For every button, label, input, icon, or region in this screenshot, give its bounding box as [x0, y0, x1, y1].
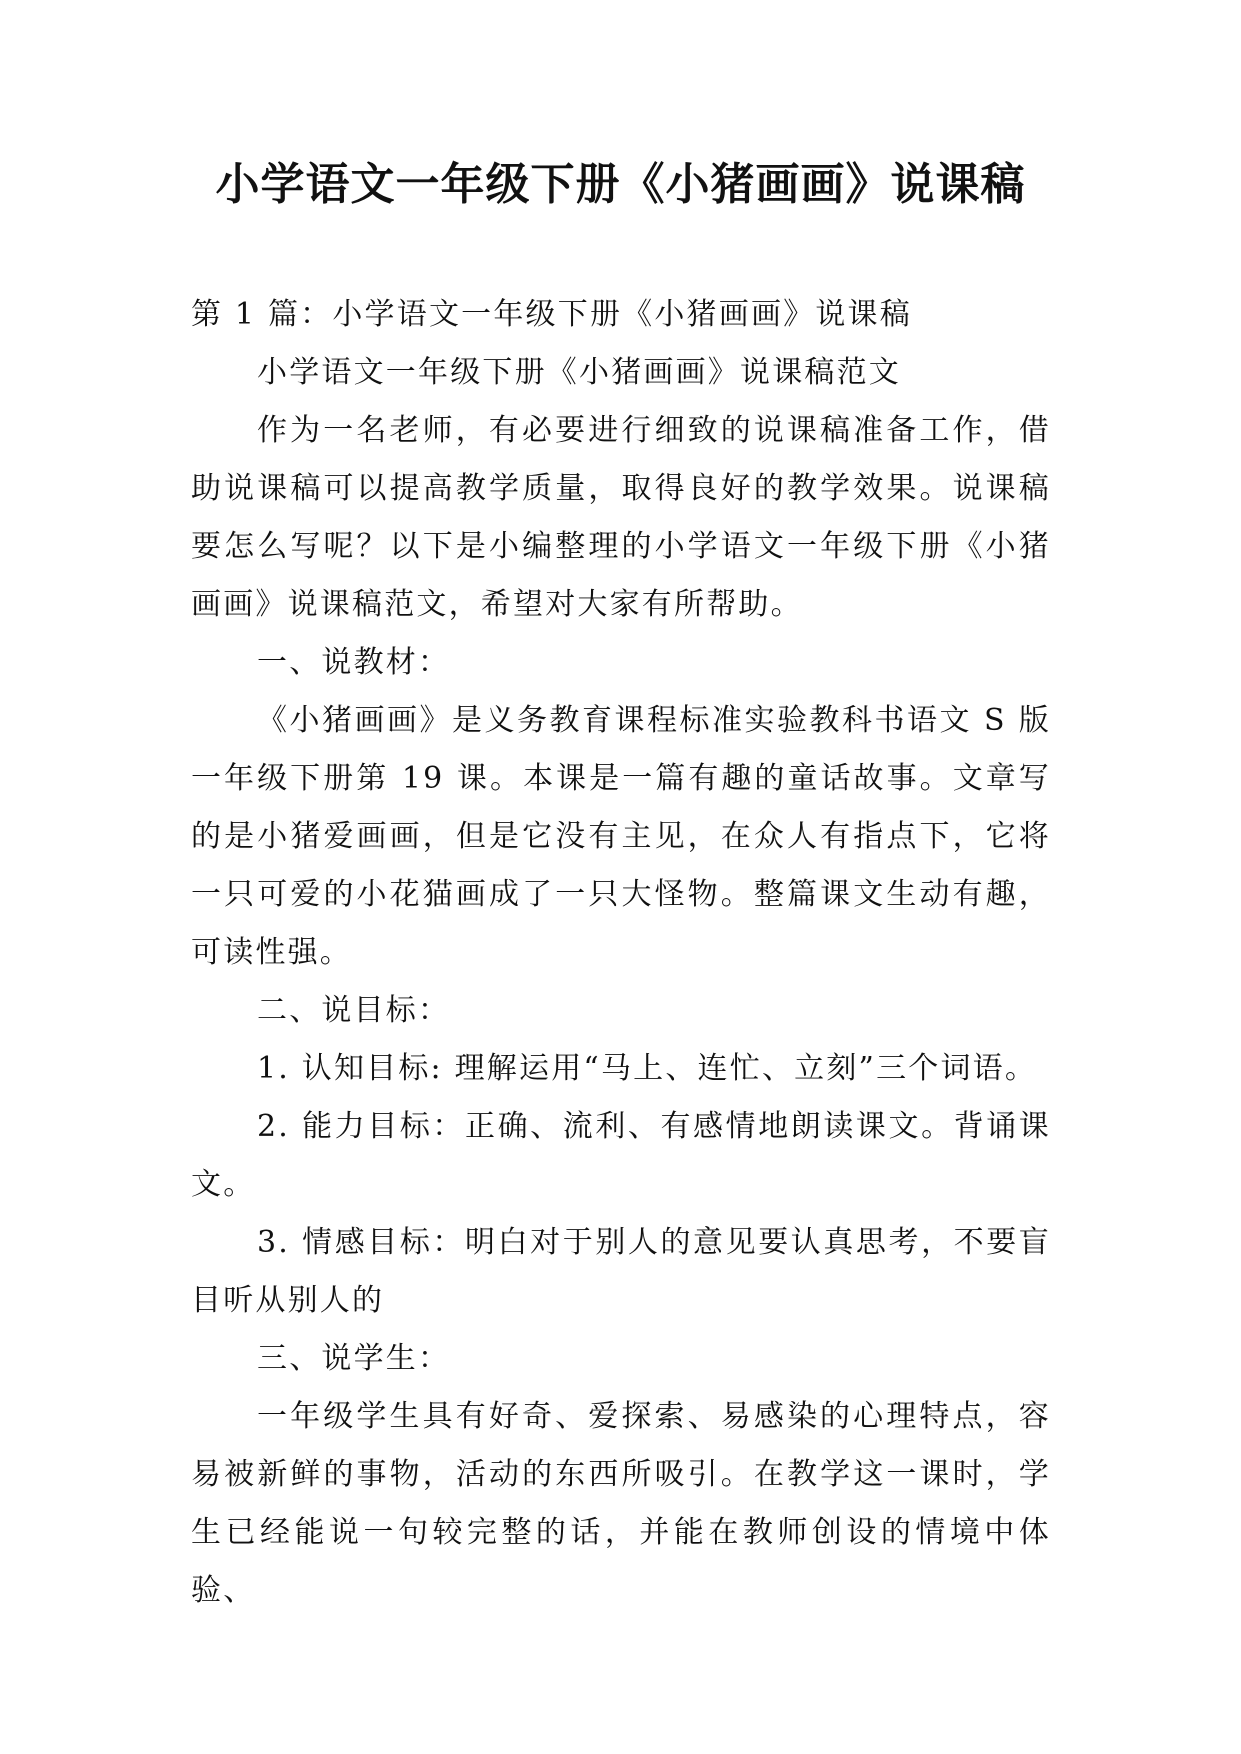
paragraph-students: 一年级学生具有好奇、爱探索、易感染的心理特点，容易被新鲜的事物，活动的东西所吸引。在教学这一课时，学生已经能说一句较完整的话，并能在教师创设的情境中体验、 — [191, 1399, 1051, 1608]
section-heading-materials: 一、说教材： — [257, 645, 451, 680]
goal-item-3: 3. 情感目标：明白对于别人的意见要认真思考，不要盲目听从别人的 — [191, 1225, 1051, 1318]
goal-item-1: 1. 认知目标: 理解运用“马上、连忙、立刻”三个词语。 — [257, 1051, 1038, 1086]
document-title: 小学语文一年级下册《小猪画画》说课稿 — [215, 159, 1026, 210]
paragraph-heading-1: 第 1 篇：小学语文一年级下册《小猪画画》说课稿 — [191, 297, 912, 332]
paragraph-subtitle: 小学语文一年级下册《小猪画画》说课稿范文 — [257, 355, 901, 390]
paragraph-intro: 作为一名老师，有必要进行细致的说课稿准备工作，借助说课稿可以提高教学质量，取得良好的教学效果。说课稿要怎么写呢？以下是小编整理的小学语文一年级下册《小猪画画》说课稿范文，希望对大家有所帮助。 — [191, 413, 1051, 622]
document-body — [191, 286, 1051, 1620]
section-heading-students: 三、说学生： — [257, 1341, 451, 1376]
paragraph-materials: 《小猪画画》是义务教育课程标准实验教科书语文 S 版一年级下册第 19 课。本课是一篇有趣的童话故事。文章写的是小猪爱画画，但是它没有主见，在众人有指点下，它将一只可爱的小花猫画成了一只大怪物。整篇课文生动有趣，可读性强。 — [191, 703, 1051, 970]
section-heading-goals: 二、说目标： — [257, 993, 451, 1028]
goal-item-2: 2. 能力目标：正确、流利、有感情地朗读课文。背诵课文。 — [191, 1109, 1051, 1202]
